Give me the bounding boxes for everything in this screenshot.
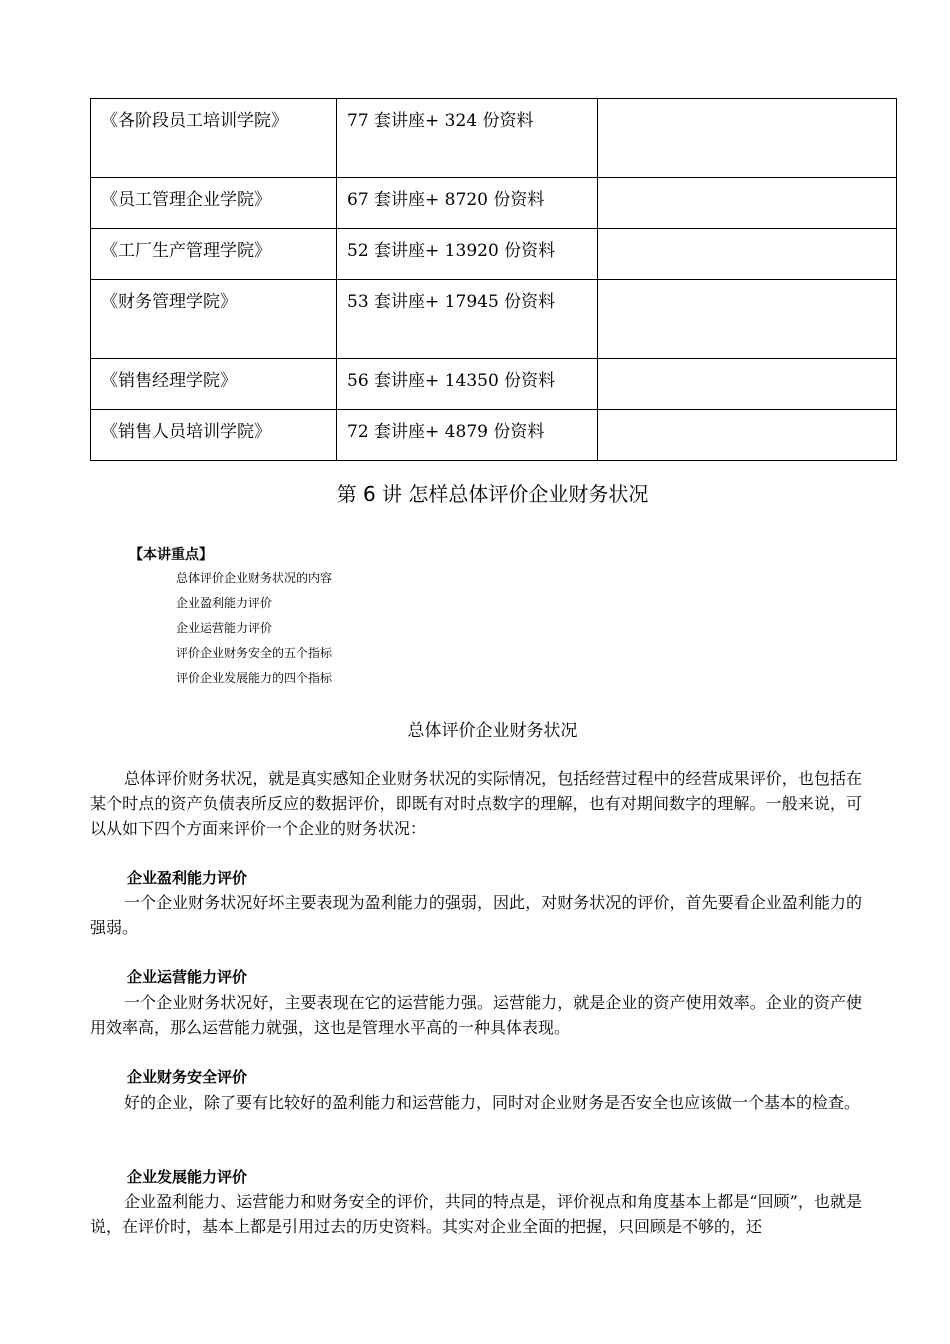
table-cell-content: 56 套讲座+ 14350 份资料 — [337, 359, 598, 410]
course-catalog-table — [90, 98, 897, 461]
table-cell-note — [598, 280, 897, 359]
profit-paragraph: 一个企业财务状况好坏主要表现为盈利能力的强弱，因此，对财务状况的评价，首先要看企业盈利能力的强弱。 — [90, 893, 862, 937]
table-row — [91, 229, 897, 280]
table-cell-content: 52 套讲座+ 13920 份资料 — [337, 229, 598, 280]
growth-paragraph: 企业盈利能力、运营能力和财务安全的评价，共同的特点是，评价视点和角度基本上都是“回顾”，也就是说，在评价时，基本上都是引用过去的历史资料。其实对企业全面的把握，只回顾是不够的，还 — [90, 1192, 862, 1236]
table-cell-note — [598, 359, 897, 410]
table-cell-content: 77 套讲座+ 324 份资料 — [337, 99, 598, 178]
key-points-label: 【本讲重点】 — [129, 547, 213, 563]
lecture-title: 第 6 讲 怎样总体评价企业财务状况 — [336, 482, 649, 506]
table-cell-name: 《销售经理学院》 — [91, 359, 337, 410]
table-cell-note — [598, 99, 897, 178]
key-points-list — [176, 568, 332, 693]
section-title: 总体评价企业财务状况 — [407, 721, 578, 741]
operation-paragraph: 一个企业财务状况好，主要表现在它的运营能力强。运营能力，就是企业的资产使用效率。企业的资产使用效率高，那么运营能力就强，这也是管理水平高的一种具体表现。 — [90, 993, 862, 1037]
table-row — [91, 178, 897, 229]
operation-heading: 企业运营能力评价 — [127, 968, 248, 986]
table-row — [91, 359, 897, 410]
list-item: 总体评价企业财务状况的内容 — [176, 571, 333, 585]
table-cell-content: 53 套讲座+ 17945 份资料 — [337, 280, 598, 359]
list-item: 评价企业发展能力的四个指标 — [176, 671, 333, 685]
table-cell-note — [598, 178, 897, 229]
table-cell-name: 《销售人员培训学院》 — [91, 410, 337, 461]
safety-paragraph: 好的企业，除了要有比较好的盈利能力和运营能力，同时对企业财务是否安全也应该做一个基本的检查。 — [124, 1093, 861, 1112]
list-item: 企业运营能力评价 — [176, 621, 273, 635]
table-row — [91, 99, 897, 178]
table-cell-content: 72 套讲座+ 4879 份资料 — [337, 410, 598, 461]
table-cell-name: 《各阶段员工培训学院》 — [91, 99, 337, 178]
table-cell-name: 《财务管理学院》 — [91, 280, 337, 359]
growth-heading: 企业发展能力评价 — [127, 1168, 248, 1186]
table-row — [91, 280, 897, 359]
table-row — [91, 410, 897, 461]
profit-heading: 企业盈利能力评价 — [127, 869, 248, 887]
list-item: 企业盈利能力评价 — [176, 596, 273, 610]
table-cell-name: 《工厂生产管理学院》 — [91, 229, 337, 280]
table-cell-name: 《员工管理企业学院》 — [91, 178, 337, 229]
intro-paragraph: 总体评价财务状况，就是真实感知企业财务状况的实际情况，包括经营过程中的经营成果评价，也包括在某个时点的资产负债表所反应的数据评价，即既有对时点数字的理解，也有对期间数字的理解。一般来说，可以从如下四个方面来评价一个企业的财务状况： — [90, 769, 862, 838]
table-cell-note — [598, 410, 897, 461]
list-item: 评价企业财务安全的五个指标 — [176, 646, 333, 660]
table-cell-note — [598, 229, 897, 280]
table-cell-content: 67 套讲座+ 8720 份资料 — [337, 178, 598, 229]
safety-heading: 企业财务安全评价 — [127, 1068, 248, 1086]
